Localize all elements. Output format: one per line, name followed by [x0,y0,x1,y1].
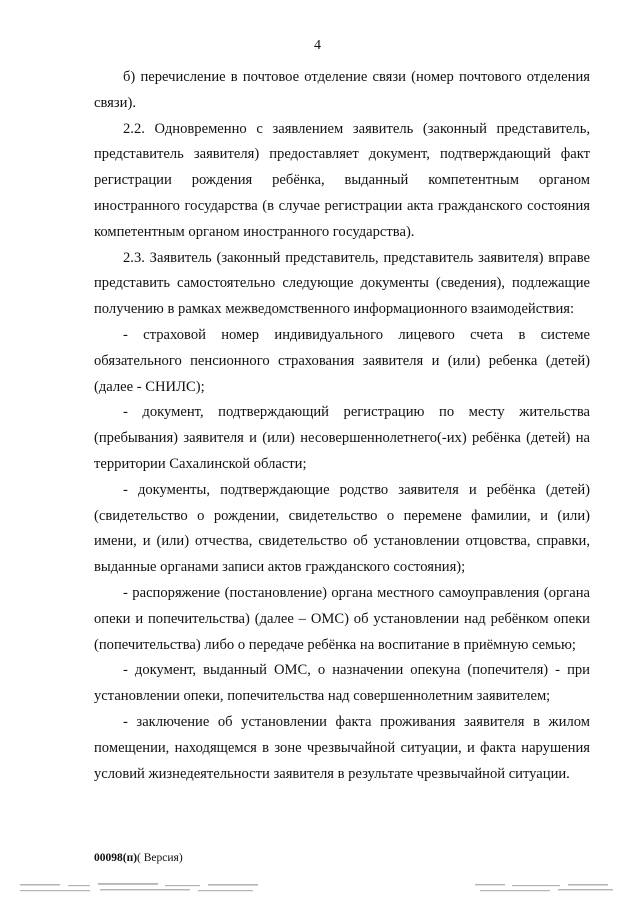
list-item-emergency-conclusion: - заключение об установлении факта проживания заявителя в жилом помещении, находящемся в зоне чрезвычайной ситуации, и факта нарушения условий жизнедеятельности заявителя в результате чрезвычайной ситуации. [94,713,590,782]
document-body [94,65,590,787]
scan-artifact-strip [20,880,620,894]
paragraph-payment-postal: б) перечисление в почтовое отделение связи (номер почтового отделения связи). [94,69,590,111]
paragraph-2-2: 2.2. Одновременно с заявлением заявитель (законный представитель, представитель заявителя) предоставляет документ, подтверждающий факт регистрации рождения ребёнка, выданный компетентным органом иностранного государства (в случае регистрации акта гражданского состояния компетентным органом иностранного государства). [94,120,590,240]
list-item-guardian-appointment: - документ, выданный ОМС, о назначении опекуна (попечителя) - при установлении опеки, попечительства над совершеннолетним заявителем; [94,662,590,705]
list-item-kinship-documents: - документы, подтверждающие родство заявителя и ребёнка (детей) (свидетельство о рождении, свидетельство о перемене фамилии, и (или) имени, и (или) отчества, свидетельство об установлении отцовства, справки, выданные органами записи актов гражданского состояния); [94,481,590,576]
footer-version: ( Версия) [137,852,183,864]
footer-document-code [94,852,183,864]
paragraph-2-3: 2.3. Заявитель (законный представитель, представитель заявителя) вправе представить самостоятельно следующие документы (сведения), подлежащие получению в рамках межведомственного информационного взаимодействия: [94,249,590,318]
list-item-registration: - документ, подтверждающий регистрацию по месту жительства (пребывания) заявителя и (или) несовершеннолетнего(-их) ребёнка (детей) на территории Сахалинской области; [94,404,590,472]
list-item-guardianship-order: - распоряжение (постановление) органа местного самоуправления (органа опеки и попечительства) (далее – ОМС) об установлении над ребёнком опеки (попечительства) либо о передаче ребёнка на воспитание в приёмную семью; [94,584,590,653]
footer-code: 00098(п) [94,852,138,864]
page-number: 4 [314,38,321,53]
list-item-snils: - страховой номер индивидуального лицевого счета в системе обязательного пенсионного страхования заявителя и (или) ребенка (детей) (далее - СНИЛС); [94,326,590,395]
